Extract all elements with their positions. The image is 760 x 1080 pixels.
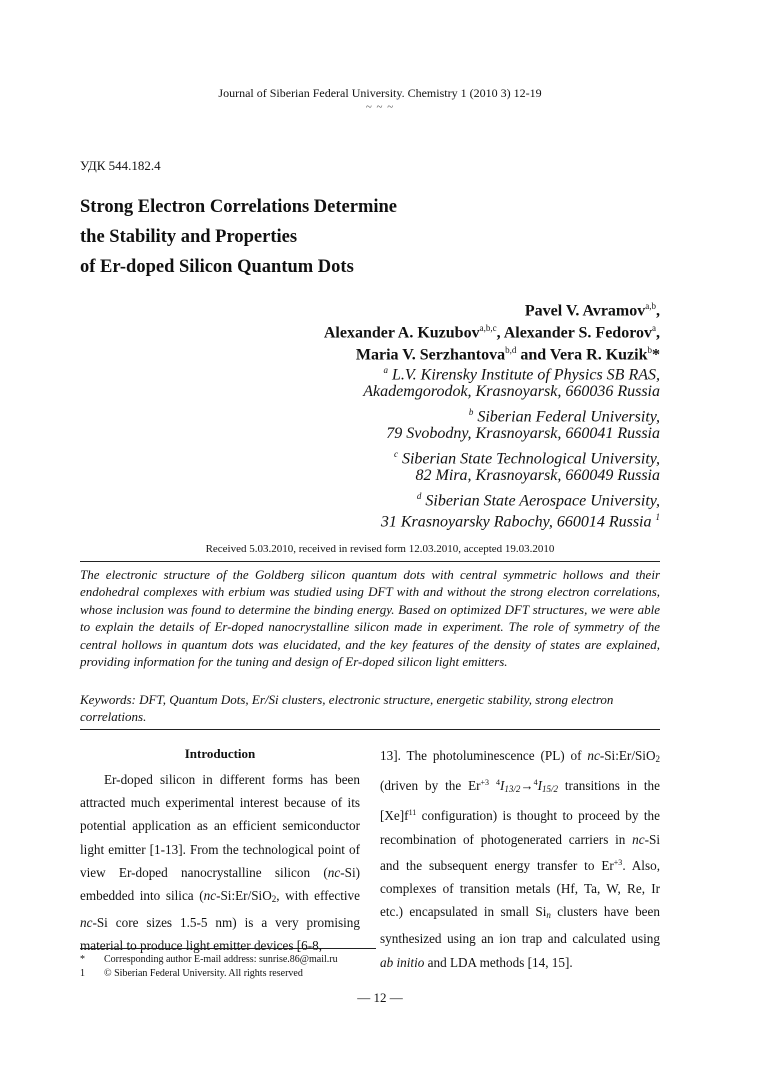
subscript: 15/2: [541, 784, 558, 795]
intro-paragraph-continued: [380, 744, 660, 974]
section-heading-introduction: Introduction: [184, 746, 256, 761]
author-name: Alexander S. Fedorov: [503, 324, 652, 342]
superscript: +3: [480, 778, 490, 788]
footnote-mark: 1: [80, 968, 85, 979]
author-affiliation-marks: a,b,c: [479, 323, 497, 333]
affiliation-mark: b: [468, 407, 474, 417]
footnote-text: Corresponding author E-mail address: sunrise.86@mail.ru: [104, 954, 338, 965]
text-run-italic: I: [499, 778, 505, 794]
affiliation-text: L.V. Kirensky Institute of Physics SB RAS,: [392, 366, 660, 384]
superscript: 11: [408, 808, 417, 818]
affiliation-c-line-2: 82 Mira, Krasnoyarsk, 660049 Russia: [415, 467, 660, 484]
text-run: clusters have been synthesized using an ion trap and calculated using: [380, 904, 660, 947]
footnote-mark: *: [80, 954, 85, 965]
footnote-mark: 1: [655, 512, 660, 522]
author-affiliation-marks: a: [652, 323, 656, 333]
text-run: Er-doped silicon in different forms has been attracted much experimental interest because of its potential application as an efficient semiconductor light emitter [1-13]. From the technological point of view Er-doped nanocrystalline silicon (: [80, 772, 360, 880]
body-right-column: [380, 744, 660, 974]
affiliation-mark: d: [416, 491, 422, 501]
subscript: 2: [271, 894, 277, 905]
footnote-corresponding-author: [80, 953, 338, 966]
text-run: -Si) embedded into silica (: [80, 864, 360, 904]
text-run: 13]. The photoluminescence (PL) of: [380, 748, 588, 763]
article-title-line-3: of Er-doped Silicon Quantum Dots: [80, 257, 354, 277]
text-run-italic: nc: [80, 915, 93, 931]
affiliation-mark: c: [393, 449, 398, 459]
footnote-copyright: [80, 967, 303, 980]
affiliation-a-line-2: Akademgorodok, Krasnoyarsk, 660036 Russia: [363, 383, 660, 400]
superscript: 4: [495, 778, 500, 788]
text-run: configuration) is thought to proceed by the recombination of photogenerated carriers in: [380, 808, 660, 847]
author-name: Vera R. Kuzik: [549, 346, 648, 364]
intro-paragraph: [80, 768, 360, 958]
text-run-italic: nc: [203, 888, 217, 904]
article-title-line-1: Strong Electron Correlations Determine: [80, 197, 398, 217]
text-run: -Si and the subsequent energy transfer to Er: [380, 831, 660, 873]
text-run-italic: nc: [632, 831, 645, 847]
affiliation-text: 31 Krasnoyarsky Rabochy, 660014 Russia: [380, 513, 652, 531]
text-run: -Si:Er/SiO: [599, 748, 656, 763]
author-affiliation-marks: a,b: [645, 301, 656, 311]
abstract-top-rule: [80, 561, 660, 562]
text-run: (driven by the Er: [380, 778, 481, 794]
author-separator: *: [652, 346, 660, 364]
page-number: — 12 —: [357, 990, 403, 1005]
footnote-rule: [80, 948, 376, 949]
arrow-symbol: →: [520, 778, 534, 794]
affiliation-b-line-2: 79 Svobodny, Krasnoyarsk, 660041 Russia: [386, 425, 660, 442]
journal-header: Journal of Siberian Federal University. Chemistry 1 (2010 3) 12-19: [218, 86, 542, 100]
affiliation-text: Siberian State Aerospace University,: [425, 492, 660, 510]
text-run: -Si core sizes 1.5-5 nm) is a very promising material to produce light emitter devices [6-8,: [80, 915, 360, 954]
author-name: Maria V. Serzhantova: [355, 346, 506, 364]
text-run-italic: I: [537, 778, 542, 794]
abstract: The electronic structure of the Goldberg silicon quantum dots with central symmetric hollows and their endohedral complexes with erbium was studied using DFT with and without the strong electron correlations, whose inclusion was found to determine the binding energy. Based on optimized DFT structures, we were able to explain the details of Er-doped nanocrystalline silicon made in experiment. The role of symmetry of the central hollows in quantum dots was elucidated, and the key features of the density of states are explained, providing information for the tuning and design of Er-doped silicon light emitters.: [80, 567, 660, 670]
affiliation-text: Siberian Federal University,: [477, 408, 660, 426]
affiliation-mark: a: [383, 365, 389, 375]
text-run: [489, 778, 496, 793]
text-run-italic: nc: [587, 748, 600, 763]
header-ornament: ~ ~ ~: [365, 101, 395, 113]
received-dates: Received 5.03.2010, received in revised form 12.03.2010, accepted 19.03.2010: [205, 543, 555, 555]
subscript: 2: [655, 754, 660, 764]
text-run: transitions in the [Xe]f: [380, 778, 660, 824]
affiliation-text: Siberian State Technological University,: [401, 450, 660, 468]
author-affiliation-marks: b,d: [505, 345, 517, 355]
udk-code: УДК 544.182.4: [80, 158, 161, 173]
author-separator: ,: [496, 324, 501, 342]
superscript: +3: [613, 857, 623, 867]
footnote-text: © Siberian Federal University. All rights reserved: [104, 968, 303, 979]
author-separator: ,: [656, 302, 660, 320]
text-run: , with effective: [276, 888, 360, 904]
subscript: n: [546, 910, 551, 921]
abstract-bottom-rule: [80, 729, 660, 730]
text-run: . Also, complexes of transition metals (Hf, Ta, W, Re, Ir etc.) encapsulated in small Si: [380, 857, 660, 920]
author-name: Pavel V. Avramov: [524, 302, 646, 320]
keywords: Keywords: DFT, Quantum Dots, Er/Si clusters, electronic structure, energetic stability, strong electron correlations.: [80, 692, 614, 725]
text-run: and LDA methods [14, 15].: [424, 954, 573, 970]
author-affiliation-marks: b: [647, 345, 652, 355]
text-run-italic: nc: [327, 864, 341, 880]
text-run-italic: ab initio: [380, 954, 425, 970]
author-separator: and: [516, 346, 547, 364]
author-separator: ,: [656, 324, 660, 342]
author-name: Alexander A. Kuzubov: [323, 324, 480, 342]
article-title-line-2: the Stability and Properties: [80, 227, 298, 247]
affiliation-d-line-2: [381, 507, 660, 532]
subscript: 13/2: [504, 784, 521, 795]
body-left-column: [80, 768, 360, 958]
text-run: -Si:Er/SiO: [216, 888, 272, 904]
superscript: 4: [533, 778, 538, 788]
